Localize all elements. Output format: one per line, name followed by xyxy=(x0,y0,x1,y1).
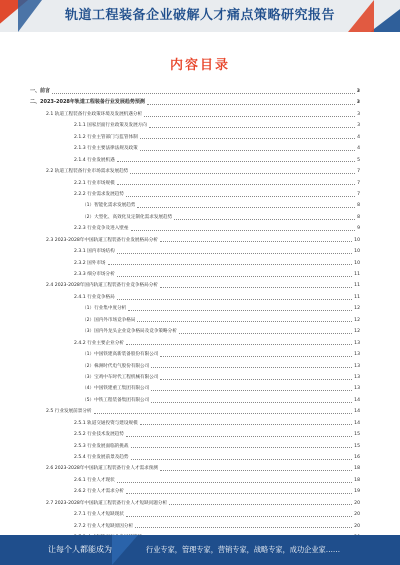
toc-entry-title: （4）中国铁建重工集团有限公司 xyxy=(82,386,150,392)
toc-entry-title: 2.1.2 行业主管部门与监管体制 xyxy=(74,134,138,140)
toc-leader-dots xyxy=(108,264,353,265)
toc-entry-page: 5 xyxy=(357,157,360,163)
toc-entry-page: 10 xyxy=(354,237,360,243)
toc-entry-page: 11 xyxy=(354,294,360,300)
toc-entry-title: 2.5.3 行业发展面临的挑战 xyxy=(74,443,129,449)
toc-leader-dots xyxy=(160,287,352,288)
toc-entry-title: （5）中铁工程装备集团有限公司 xyxy=(82,397,150,403)
toc-entry-title: 2.3.2 国外市场 xyxy=(74,260,106,266)
toc-entry[interactable] xyxy=(30,246,360,257)
toc-entry-title: 2.4.2 行业主要企业分析 xyxy=(74,340,124,346)
footer-slogan: 让每个人都能成为 xyxy=(48,545,112,554)
toc-leader-dots xyxy=(117,299,352,300)
toc-entry-title: 2.1.4 行业发展机遇 xyxy=(74,157,115,163)
toc-entry[interactable] xyxy=(30,326,360,337)
toc-leader-dots xyxy=(137,207,355,208)
toc-entry-page: 18 xyxy=(354,477,360,483)
toc-leader-dots xyxy=(135,527,352,528)
toc-entry[interactable] xyxy=(30,155,360,166)
table-of-contents xyxy=(30,86,360,544)
toc-entry-title: 2.1.3 行业主要法律法规及政策 xyxy=(74,146,138,152)
toc-entry[interactable] xyxy=(30,406,360,417)
toc-entry-title: （3）宝鸡中车时代工程机械有限公司 xyxy=(82,374,159,380)
toc-leader-dots xyxy=(174,219,355,220)
toc-leader-dots xyxy=(131,459,353,460)
toc-entry[interactable] xyxy=(30,280,360,291)
toc-entry-title: （1）行业集中度分析 xyxy=(82,306,127,312)
toc-entry-title: 2.7 2023-2028年中国轨道工程装备行业人才短缺问题分析 xyxy=(46,500,168,506)
toc-entry-page: 3 xyxy=(357,123,360,129)
toc-entry-title: 2.6.1 行业人才现状 xyxy=(74,477,115,483)
toc-leader-dots xyxy=(179,333,352,334)
toc-leader-dots xyxy=(169,504,352,505)
toc-entry[interactable] xyxy=(30,86,360,97)
toc-leader-dots xyxy=(126,436,352,437)
toc-entry-title: （2）大型化、高效化及定制化需求发展趋势 xyxy=(82,214,173,220)
toc-entry-title: 2.6.2 行业人才需求分析 xyxy=(74,489,124,495)
toc-entry-page: 13 xyxy=(354,386,360,392)
toc-entry[interactable] xyxy=(30,109,360,120)
toc-entry-page: 12 xyxy=(354,306,360,312)
toc-entry-title: 2.1.1 国家层面行业政策及发展方向 xyxy=(74,123,147,129)
toc-leader-dots xyxy=(160,241,352,242)
toc-leader-dots xyxy=(151,390,352,391)
toc-leader-dots xyxy=(117,184,355,185)
toc-leader-dots xyxy=(52,93,355,94)
toc-entry-title: 2.2.3 行业竞争及进入壁垒 xyxy=(74,226,129,232)
toc-entry[interactable] xyxy=(30,441,360,452)
toc-entry[interactable] xyxy=(30,452,360,463)
toc-leader-dots xyxy=(117,276,352,277)
toc-entry[interactable] xyxy=(30,475,360,486)
toc-leader-dots xyxy=(137,321,352,322)
toc-entry[interactable] xyxy=(30,223,360,234)
toc-entry-title: （3）国内外龙头企业竞争格局及竞争策略分析 xyxy=(82,329,177,335)
toc-entry-page: 10 xyxy=(354,249,360,255)
toc-entry[interactable] xyxy=(30,372,360,383)
toc-entry-page: 14 xyxy=(354,397,360,403)
toc-leader-dots xyxy=(140,424,352,425)
toc-leader-dots xyxy=(160,379,352,380)
toc-entry[interactable] xyxy=(30,315,360,326)
toc-entry[interactable] xyxy=(30,258,360,269)
footer-decor xyxy=(112,535,138,565)
toc-entry-title: 2.3.3 细分市场分析 xyxy=(74,272,115,277)
footer-tagline: 行业专家，管理专家，营销专家，战略专家，成功企业家…… xyxy=(146,545,341,554)
toc-entry-title: 2.7.2 行业人才短缺原因分析 xyxy=(74,523,134,529)
toc-leader-dots xyxy=(144,116,355,117)
toc-entry-page: 10 xyxy=(354,260,360,266)
toc-entry[interactable] xyxy=(30,200,360,211)
toc-leader-dots xyxy=(128,310,352,311)
toc-entry-page: 12 xyxy=(354,329,360,335)
toc-entry-title: （1）中国铁建高新装备股份有限公司 xyxy=(82,352,159,358)
toc-entry[interactable] xyxy=(30,418,360,429)
toc-leader-dots xyxy=(117,161,355,162)
toc-entry[interactable] xyxy=(30,132,360,143)
toc-entry[interactable] xyxy=(30,349,360,360)
toc-entry-page: 16 xyxy=(354,455,360,460)
toc-entry-title: 一、前言 xyxy=(30,88,51,94)
toc-entry-title: 2.2 轨道工程装备行业市场需求发展趋势 xyxy=(46,169,129,175)
toc-entry-page: 13 xyxy=(354,352,360,358)
toc-heading: 内容目录 xyxy=(169,58,230,73)
toc-entry-title: （1）智能化需求发展趋势 xyxy=(82,203,136,209)
toc-entry-title: 2.6 2023-2028年中国轨道工程装备行业人才需求预测 xyxy=(46,466,158,472)
toc-entry-page: 12 xyxy=(354,317,360,323)
toc-entry-page: 15 xyxy=(354,432,360,438)
toc-leader-dots xyxy=(126,516,352,517)
toc-entry-page: 20 xyxy=(354,523,360,529)
toc-entry-page: 4 xyxy=(357,134,360,140)
toc-entry[interactable] xyxy=(30,498,360,509)
toc-leader-dots xyxy=(126,493,352,494)
toc-leader-dots xyxy=(147,104,355,105)
toc-entry[interactable] xyxy=(30,269,360,280)
toc-entry-page: 19 xyxy=(354,489,360,495)
toc-entry-page: 3 xyxy=(356,100,360,106)
toc-entry-title: 2.2.1 行业市场规模 xyxy=(74,180,115,186)
toc-leader-dots xyxy=(140,150,355,151)
toc-entry[interactable] xyxy=(30,338,360,349)
toc-entry[interactable] xyxy=(30,361,360,372)
toc-entry[interactable] xyxy=(30,178,360,189)
toc-entry-title: 2.3 2023-2028年中国轨道工程装备行业发展格局分析 xyxy=(46,237,158,243)
toc-leader-dots xyxy=(151,402,352,403)
toc-entry[interactable] xyxy=(30,235,360,246)
toc-entry-page: 7 xyxy=(357,180,360,186)
toc-entry[interactable] xyxy=(30,143,360,154)
toc-leader-dots xyxy=(160,356,352,357)
toc-entry-title: 2.5.4 行业发展前景及趋势 xyxy=(74,455,129,460)
toc-entry-title: 2.5.2 行业技术发展趋势 xyxy=(74,432,124,438)
toc-entry[interactable] xyxy=(30,463,360,474)
toc-entry-page: 3 xyxy=(357,111,360,117)
toc-entry-page: 7 xyxy=(357,169,360,175)
toc-entry[interactable] xyxy=(30,521,360,532)
toc-entry-page: 20 xyxy=(354,512,360,518)
toc-entry-page: 13 xyxy=(354,340,360,346)
toc-entry-title: 二、2023-2028年轨道工程装备行业发展趋势预测 xyxy=(30,99,145,106)
toc-entry[interactable] xyxy=(30,395,360,406)
toc-entry-title: 2.5 行业发展前景分析 xyxy=(46,409,92,415)
toc-entry[interactable] xyxy=(30,120,360,131)
toc-entry-page: 11 xyxy=(354,283,360,289)
toc-entry-title: 2.7.1 行业人才短缺现状 xyxy=(74,512,124,518)
toc-entry-page: 11 xyxy=(354,272,360,277)
report-title: 轨道工程装备企业破解人才痛点策略研究报告 xyxy=(64,8,335,23)
toc-entry-page: 15 xyxy=(354,443,360,449)
toc-entry-title: 2.3.1 国内市场结构 xyxy=(74,249,115,255)
footer-banner xyxy=(0,535,400,565)
toc-entry[interactable] xyxy=(30,166,360,177)
toc-entry[interactable] xyxy=(30,212,360,223)
toc-entry-title: 2.2.2 行业需求发展趋势 xyxy=(74,191,124,197)
toc-leader-dots xyxy=(151,367,352,368)
toc-entry-page: 4 xyxy=(357,146,360,152)
toc-entry[interactable] xyxy=(30,97,360,108)
toc-leader-dots xyxy=(117,253,352,254)
toc-entry[interactable] xyxy=(30,189,360,200)
toc-leader-dots xyxy=(117,482,352,483)
toc-entry-page: 8 xyxy=(357,203,360,209)
toc-entry-page: 13 xyxy=(354,374,360,380)
toc-leader-dots xyxy=(94,413,353,414)
toc-leader-dots xyxy=(131,230,356,231)
toc-entry-page: 7 xyxy=(357,191,360,197)
toc-entry-title: 2.5.1 轨道交通投资与建设规模 xyxy=(74,420,138,426)
toc-entry-title: （2）国内外市场竞争格局 xyxy=(82,317,136,323)
toc-entry[interactable] xyxy=(30,383,360,394)
toc-leader-dots xyxy=(149,127,355,128)
toc-entry[interactable] xyxy=(30,429,360,440)
toc-entry-page: 3 xyxy=(356,89,360,94)
toc-leader-dots xyxy=(131,447,353,448)
toc-entry-page: 8 xyxy=(357,214,360,220)
toc-entry-title: 2.4.1 行业竞争格局 xyxy=(74,294,115,300)
toc-leader-dots xyxy=(126,344,352,345)
toc-entry[interactable] xyxy=(30,509,360,520)
toc-entry-page: 14 xyxy=(354,409,360,415)
toc-entry-page: 14 xyxy=(354,420,360,426)
toc-leader-dots xyxy=(140,138,355,139)
toc-entry-page: 20 xyxy=(354,500,360,506)
toc-entry[interactable] xyxy=(30,292,360,303)
toc-entry-title: 2.1 轨道工程装备行业政策环境及发展机遇分析 xyxy=(46,111,143,117)
toc-entry-title: （2）株洲时代电气股份有限公司 xyxy=(82,363,150,369)
toc-entry[interactable] xyxy=(30,486,360,497)
toc-entry-title: 2.4 2023-2028年国内轨道工程装备行业竞争格局分析 xyxy=(46,283,158,289)
toc-leader-dots xyxy=(126,196,355,197)
toc-leader-dots xyxy=(130,173,355,174)
toc-entry-page: 18 xyxy=(354,466,360,472)
toc-entry-page: 9 xyxy=(357,226,360,232)
toc-entry[interactable] xyxy=(30,303,360,314)
toc-entry-page: 13 xyxy=(354,363,360,369)
header-banner xyxy=(0,0,400,32)
toc-leader-dots xyxy=(160,470,352,471)
